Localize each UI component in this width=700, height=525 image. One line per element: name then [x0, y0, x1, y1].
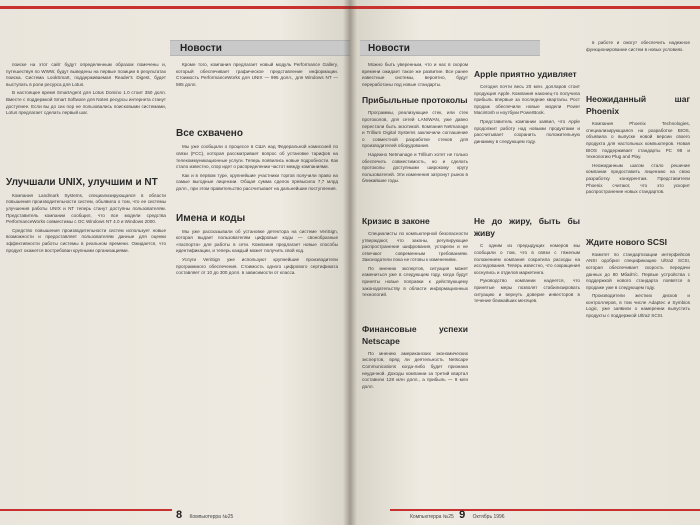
top-rule	[350, 6, 700, 9]
paragraph: Кроме того, компания предлагает новый модуль Performance Gallery, который обеспечивает графическое представление информации. Стоимость PerformanceWorks для UNIX — 995 долл., для Windows NT — 595 долл.	[176, 62, 338, 87]
right-column-2	[474, 62, 580, 307]
paragraph: Услуги VeriSign уже используют крупнейшие производители программного обеспечения. Стоимость одного цифрового сертификата составляет от 10 до 300 долл. в зависимости от класса.	[176, 256, 338, 276]
section-band	[360, 40, 540, 56]
right-column-3	[586, 40, 690, 322]
article-heading: Имена и коды	[176, 212, 246, 224]
issue-date: Октябрь 1996	[472, 514, 505, 520]
paragraph: Неожиданным шагом стало решение компании предоставить лицензию на свою разработку конкурентам. Представители Phoenix считают, что это ускорит распространение новых стандартов.	[586, 162, 690, 195]
paragraph: Производители жестких дисков и контроллеров, в том числе Adaptec и Symbios Logic, уже заявили о намерении выпустить продукты с поддержкой Ultra2 SCSI.	[586, 293, 690, 319]
paragraph: Как и в первом туре, крупнейшие участники торгов получили право на самые выгодные лицензии. Общая сумма сделок превысила 7,7 млрд долл., при этом правительство рассчитывает на дальнейшие поступления.	[176, 172, 338, 191]
page-gutter	[343, 0, 357, 525]
paragraph: Компания Landmark Systems, специализирующаяся в области повышения производительности систем, объявила о том, что ее системы улучшения работы UNIX и NT теперь станут доступны пользователям. Представитель компании сообщил, что все модели средства PerformanceWorks совместимы с ОС Windows NT 4.0 и Windows 2000.	[6, 192, 166, 225]
paragraph: Надежно Netmanage и Trillium хотят не только обеспечить совместимость, но и сделать протоколы доступными широкому кругу пользователей. Эти изменения затронут рынок в ближайшие годы.	[362, 151, 468, 184]
paragraph: поиске на этот сайт будут определенным образом помечены и, путешествуя по WWW, будут выведены на первые позиции в результатах поиска. Система LookSmart, поддерживаемая Reader's Digest, будет выступать в роли ресурса для Lotus.	[6, 62, 166, 87]
article-heading: Прибыльные протоколы	[362, 95, 468, 106]
article-heading: Ждите нового SCSI	[586, 236, 668, 247]
paragraph: По мнению американских экономических экспертов, вряд ли деятельность Netscape Communications когда-либо будет признана неудачной. Доходы компании за третий квартал составили 128 млн долл., а прибыль — 9 млн долл.	[362, 350, 468, 389]
paragraph: Мы уже сообщали о процессе в США над Федеральной комиссией по связи (FCC), которая рассматривает вопрос об установке тарифов на телекоммуникационные услуги. Теперь появились новые подробности. Как стало известно, спор идет о распределении частот между компаниями.	[176, 144, 338, 170]
paragraph: Мы уже рассказывали об установке детектора на системе VeriSign, которая выдает пользователям цифровые коды — своеобразные «паспорта» для работы в сети. Компания предлагает новые способы идентификации, и теперь каждый может получить свой код.	[176, 228, 338, 254]
right-column-1	[362, 62, 468, 392]
article-heading: Финансовые успехи Netscape	[362, 323, 468, 346]
page-number: 9	[459, 509, 466, 521]
article-heading: Не до жиру, быть бы живу	[474, 216, 580, 239]
paragraph: Руководство компании надеется, что принятые меры позволят стабилизировать ситуацию и вернуть доверие инвесторов в течение ближайших месяцев.	[474, 278, 580, 304]
paragraph: в работе и смогут обеспечить надежное функционирование систем в новых условиях.	[586, 40, 690, 52]
section-band	[170, 40, 350, 56]
page-footer	[176, 509, 233, 521]
bottom-rule	[0, 509, 172, 511]
left-column-2	[176, 62, 338, 279]
paragraph: Представитель компании заявил, что Apple продолжит работу над новыми продуктами и рассчитывает сохранить положительную динамику в следующем году.	[474, 118, 580, 144]
section-title: Новости	[368, 43, 410, 54]
paragraph: Компания Phoenix Technologies, специализирующаяся на разработке BIOS, объявила о выпуске новой версии своего продукта для настольных компьютеров. Новая BIOS поддерживает стандарты PC 98 и технологию Plug and Play.	[586, 121, 690, 160]
paragraph: Специалисты по компьютерной безопасности утверждают, что законы, регулирующие распространение шифрования, устарели и не отвечают современным требованиям. Законодатели пока не готовы к изменениям.	[362, 230, 468, 263]
page-footer	[410, 509, 505, 521]
paragraph: Средство повышения производительности систем использует новые возможности и предоставляет пользователям данные для оценки эффективности работы системы в реальном времени. Ожидается, что продукт окажется востребован крупными организациями.	[6, 227, 166, 253]
article-heading: Кризис в законе	[362, 215, 430, 226]
paragraph: Программы, реализующие стек, или стек протоколов, для сетей LAN/WAN, уже давно перестали быть экзотикой. Компания Netmanage и Trillium Digital Systems заключили соглашение о совместной разработке стеков для производителей оборудования.	[362, 110, 468, 149]
page-number: 8	[176, 509, 183, 521]
article-heading: Apple приятно удивляет	[474, 69, 577, 79]
section-title: Новости	[180, 43, 222, 54]
paragraph: В настоящее время SmartAgent для Lotus Domino 1.0 стоит 350 долл. Вместе с поддержкой Smart Software для Notes ресурсы интернета станут доступнее. Если вы до сих пор не пользовались поисковыми системами, Lotus предлагает сделать первый шаг.	[6, 90, 166, 116]
paragraph: Комитет по стандартизации интерфейсов ANSI одобрил спецификацию Ultra2 SCSI, которая обеспечивает скорость передачи данных до 80 Мбайт/с. Первые устройства с поддержкой нового стандарта появятся в продаже уже в следующем году.	[586, 251, 690, 290]
paragraph: С одним из предыдущих номеров мы сообщали о том, что в связи с тяжелым положением компания сократила расходы на исследования. Теперь известно, что сокращения коснулись и отделов маркетинга.	[474, 243, 580, 275]
issue-label: Компьютерра №25	[189, 514, 234, 520]
article-heading: Улучшали UNIX, улучшим и NT	[6, 176, 158, 188]
top-rule	[0, 6, 350, 9]
left-column-1	[6, 62, 166, 256]
right-page	[350, 0, 700, 525]
article-heading: Неожиданный шаг Phoenix	[586, 94, 690, 117]
article-heading: Все схвачено	[176, 128, 243, 140]
paragraph: Можно быть уверенным, что и нас в скором времени ожидает такое же развитие. Все ранее известные системы, вероятно, будут переработаны под новые стандарты.	[362, 62, 468, 87]
issue-label: Компьютерра №25	[410, 514, 454, 520]
paragraph: Сегодня почти весь 20 млн. долларов стоит продукция Apple. Компания наконец-то получила прибыль впервые за последние кварталы. Рост продаж обеспечили новые модели Power Macintosh и ноутбуки PowerBook.	[474, 84, 580, 116]
paragraph: По мнению экспертов, ситуация может измениться уже в следующем году, когда будут приняты новые поправки к действующему законодательству в области информационных технологий.	[362, 265, 468, 298]
